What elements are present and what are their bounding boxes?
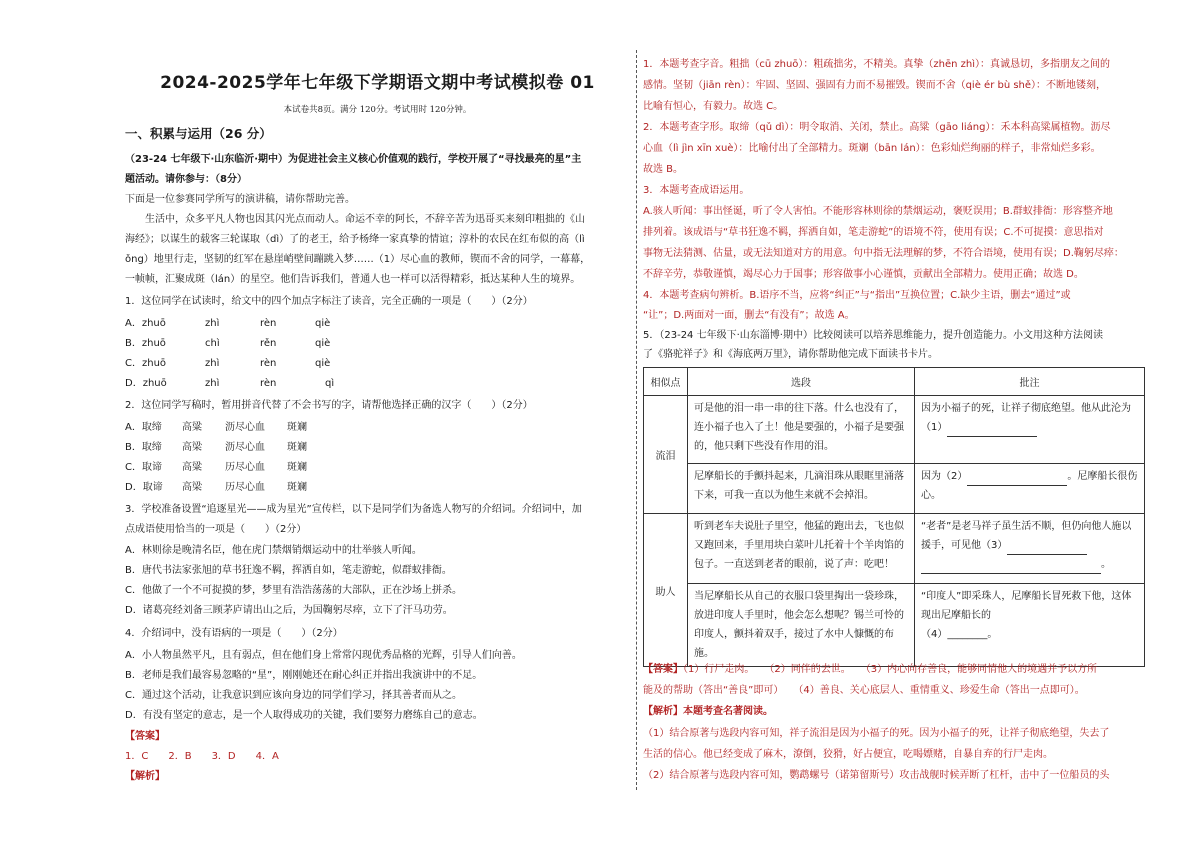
option-row: A．取缔 高粱 沥尽心血 斑斓: [125, 422, 307, 433]
option: D．诸葛亮经刘备三顾茅庐请出山之后，为国鞠躬尽瘁，立下了汗马功劳。: [125, 605, 453, 616]
answer-line: 【答案】（1）行尸走肉。 （2）同伴的去世。 （3）内心向存善良，能够同情他人的境遇并予以方所: [643, 664, 1098, 675]
analysis-line: 感情。坚韧（jiān rèn）：牢固、坚固、强固有力而不易摧毁。锲而不舍（qiè ér bù shě）：不断地镂刻，: [643, 80, 1107, 91]
note-cell: 因为（2） 。尼摩船长很伤心。: [915, 464, 1145, 514]
page-title: 2024-2025学年七年级下学期语文期中考试模拟卷 01: [160, 73, 595, 93]
option: B．老师是我们最容易忽略的“星”，刚刚她还在耐心纠正并指出我演讲中的不足。: [125, 670, 483, 681]
analysis-line: 4．本题考查病句辨析。B.语序不当，应将“纠正”与“指出”互换位置；C.缺少主语，删去“通过”或: [643, 290, 1071, 301]
answer-blank[interactable]: [1007, 543, 1087, 555]
analysis-line: 2．本题考查字形。取缔（qǔ dì）：明令取消、关闭，禁止。高粱（gāo liáng）：禾本科高粱属植物。沥尽: [643, 122, 1111, 133]
analysis-tag: 【解析】本题考查名著阅读。: [643, 706, 773, 717]
option-row: B．zhuō chì rěn qiè: [125, 338, 331, 349]
speech-line: 一帧帧，汇聚成斑（lán）的星空。他们告诉我们，普通人也一样可以活得精彩，抵达某种人生的境界。: [125, 274, 581, 285]
analysis-line: （1）结合原著与选段内容可知，祥子流泪是因为小福子的死。因为小福子的死，让祥子彻底绝望，失去了: [643, 728, 1110, 739]
analysis-line: “让”；D.两面对一面，删去“有没有”；故选 A。: [643, 310, 855, 321]
option: C．他做了一个不可捉摸的梦，梦里有浩浩荡荡的大部队，正在沙场上拼杀。: [125, 585, 462, 596]
note-cell: “印度人”即采珠人，尼摩船长冒死救下他，这体现出尼摩船长的 （4）________。: [915, 584, 1145, 667]
analysis-line: A.骇人听闻：事出怪诞，听了令人害怕。不能形容林则徐的禁烟运动，褒贬误用；B.群蚁排衙：形容整齐地: [643, 206, 1113, 217]
intro-line-2: 题活动。请你参与：（8分）: [125, 174, 247, 185]
table-header: 批注: [915, 368, 1145, 396]
table-row: [644, 514, 1145, 584]
analysis-line: 生活的信心。他已经变成了麻木，潦倒，狡猾，好占便宜，吃喝嫖赌，自暴自弃的行尸走肉。: [643, 749, 1053, 760]
analysis-line: 不辞辛劳，恭敬谨慎，竭尽心力于国事；形容做事小心谨慎，贡献出全部精力。使用正确；故选 D。: [643, 269, 1084, 280]
excerpt-cell: 当尼摩船长从自己的衣服口袋里掏出一袋珍珠，放进印度人手里时，他会怎么想呢？锡兰可怜的印度人，颤抖着双手，接过了水中人慷慨的布施。: [688, 584, 915, 667]
option-row: C．zhuō zhì rèn qiè: [125, 358, 331, 369]
option-row: D．zhuō zhì rèn qì: [125, 378, 335, 389]
option: D．有没有坚定的意志，是一个人取得成功的关键，我们要努力磨练自己的意志。: [125, 710, 483, 721]
note-cell: 因为小福子的死，让祥子彻底绝望。他从此沦为（1）: [915, 396, 1145, 464]
analysis-line: 比喻有恒心，有毅力。故选 C。: [643, 101, 784, 112]
speech-line: 生活中，众多平凡人物也因其闪光点而动人。命运不幸的阿长，不辞辛苦为迅哥买来刻印粗拙的《山: [145, 214, 585, 225]
analysis-line: 排列着。该成语与“草书狂逸不羁，挥洒自如，笔走游蛇”的语境不符，使用有误；C.不可捉摸：意思指对: [643, 227, 1104, 238]
excerpt-cell: 可是他的泪一串一串的往下落。什么也没有了，连小福子也入了土！他是要强的，小福子是要强的，他只剩下些没有作用的泪。: [688, 396, 915, 464]
analysis-line: 1．本题考查字音。粗拙（cū zhuō）：粗疏拙劣，不精美。真挚（zhēn zhì）：真诚恳切，多指朋友之间的: [643, 59, 1111, 70]
option-row: C．取谛 高粱 历尽心血 斑斓: [125, 462, 307, 473]
table-row: [644, 396, 1145, 464]
option: B．唐代书法家张旭的草书狂逸不羁，挥洒自如，笔走游蛇，似群蚁排衙。: [125, 565, 452, 576]
option: A．小人物虽然平凡，且有弱点，但在他们身上常常闪现优秀品格的光辉，引导人们向善。: [125, 650, 522, 661]
question-2: 2．这位同学写稿时，暂用拼音代替了不会书写的字，请帮他选择正确的汉字（ ）（2分）: [125, 400, 533, 411]
option-row: D．取谛 高梁 历尽心血 斑斓: [125, 482, 307, 493]
table-row: [644, 464, 1145, 514]
answer-blank[interactable]: [967, 474, 1067, 486]
option: C．通过这个活动，让我意识到应该向身边的同学们学习，择其善者而从之。: [125, 690, 462, 701]
section-heading: 一、积累与运用（26 分）: [125, 126, 272, 141]
reading-card-table: [643, 367, 1145, 667]
option-row: B．取缔 高梁 沥尽心血 斑斓: [125, 442, 307, 453]
speech-lead: 下面是一位参赛同学所写的演讲稿，请你帮助完善。: [125, 194, 355, 205]
question-3: 3．学校准备设置“追逐星光——成为星光”宣传栏，以下是同学们为备选人物写的介绍词。介绍词中，加: [125, 504, 582, 515]
exam-note: 本试卷共8页。满分 120分。考试用时 120分钟。: [283, 105, 472, 115]
analysis-line: 故选 B。: [643, 164, 684, 175]
excerpt-cell: 听到老车夫说肚子里空，他猛的跑出去，飞也似又跑回来，手里用块白菜叶儿托着十个羊肉馅的包子。一直送到老者的眼前，说了声：吃吧！: [688, 514, 915, 584]
question-3-cont: 点成语使用恰当的一项是（ ）（2分）: [125, 524, 307, 535]
answer-line: 能及的帮助（答出“善良”即可） （4）善良、关心底层人、重情重义、珍爱生命（答出一点即可）。: [643, 685, 1085, 696]
analysis-line: 心血（lì jìn xīn xuè）：比喻付出了全部精力。斑斓（bān lán）：色彩灿烂绚丽的样子，非常灿烂多彩。: [643, 143, 1101, 154]
question-1: 1．这位同学在试读时，给文中的四个加点字标注了读音，完全正确的一项是（ ）（2分）: [125, 296, 533, 307]
speech-line: 海经》；以谋生的载客三轮谋取（dì）了的老王，给予杨绛一家真挚的情谊；淳朴的农民在红布似的高（lì: [125, 234, 585, 245]
group-label: 助人: [644, 514, 688, 667]
excerpt-cell: 尼摩船长的手颤抖起来，几滴泪珠从眼眶里涌落下来，可我一直以为他生来就不会掉泪。: [688, 464, 915, 514]
table-header: 选段: [688, 368, 915, 396]
table-header-row: [644, 368, 1145, 396]
answer-blank[interactable]: [947, 425, 1037, 437]
question-4: 4．介绍词中，没有语病的一项是（ ）（2分）: [125, 628, 343, 639]
option-row: A．zhuō zhì rèn qiè: [125, 318, 331, 329]
analysis-line: （2）结合原著与选段内容可知，鹦鹉螺号（诺第留斯号）攻击战舰时候弄断了杠杆，击中了一位船员的头: [643, 770, 1110, 781]
table-header: 相似点: [644, 368, 688, 396]
question-5: 5．（23-24 七年级下·山东淄博·期中）比较阅读可以培养思维能力，提升创造能力。小文用这种方法阅读: [643, 330, 1103, 341]
answers: 1．C 2．B 3．D 4．A: [125, 751, 279, 762]
analysis-line: 3．本题考查成语运用。: [643, 185, 750, 196]
analysis-tag: 【解析】: [125, 771, 165, 782]
column-divider: [636, 50, 637, 790]
answer-tag: 【答案】: [125, 731, 165, 742]
table-row: [644, 584, 1145, 667]
option: A．林则徐是晚清名臣，他在虎门禁烟销烟运动中的壮举骇人听闻。: [125, 545, 422, 556]
note-cell: “老者”是老马祥子虽生活不顺，但仍向他人施以援手，可见他（3）。: [915, 514, 1145, 584]
question-5-cont: 了《骆驼祥子》和《海底两万里》，请你帮助他完成下面读书卡片。: [643, 349, 938, 360]
analysis-line: 事物无法猜测、估量，或无法知道对方的用意。句中指无法理解的梦，不符合语境，使用有误；D.鞠躬尽瘁：: [643, 248, 1124, 259]
group-label: 流泪: [644, 396, 688, 514]
intro-line-1: （23-24 七年级下·山东临沂·期中）为促进社会主义核心价值观的践行，学校开展了“寻找最亮的星”主: [125, 154, 582, 165]
speech-line: ǒng）地里行走，坚韧的红军在悬崖峭壁间蹦跳入梦……（1）尽心血的教师，锲而不舍的同学，一幕幕，: [125, 254, 591, 265]
answer-blank[interactable]: [921, 562, 1101, 574]
